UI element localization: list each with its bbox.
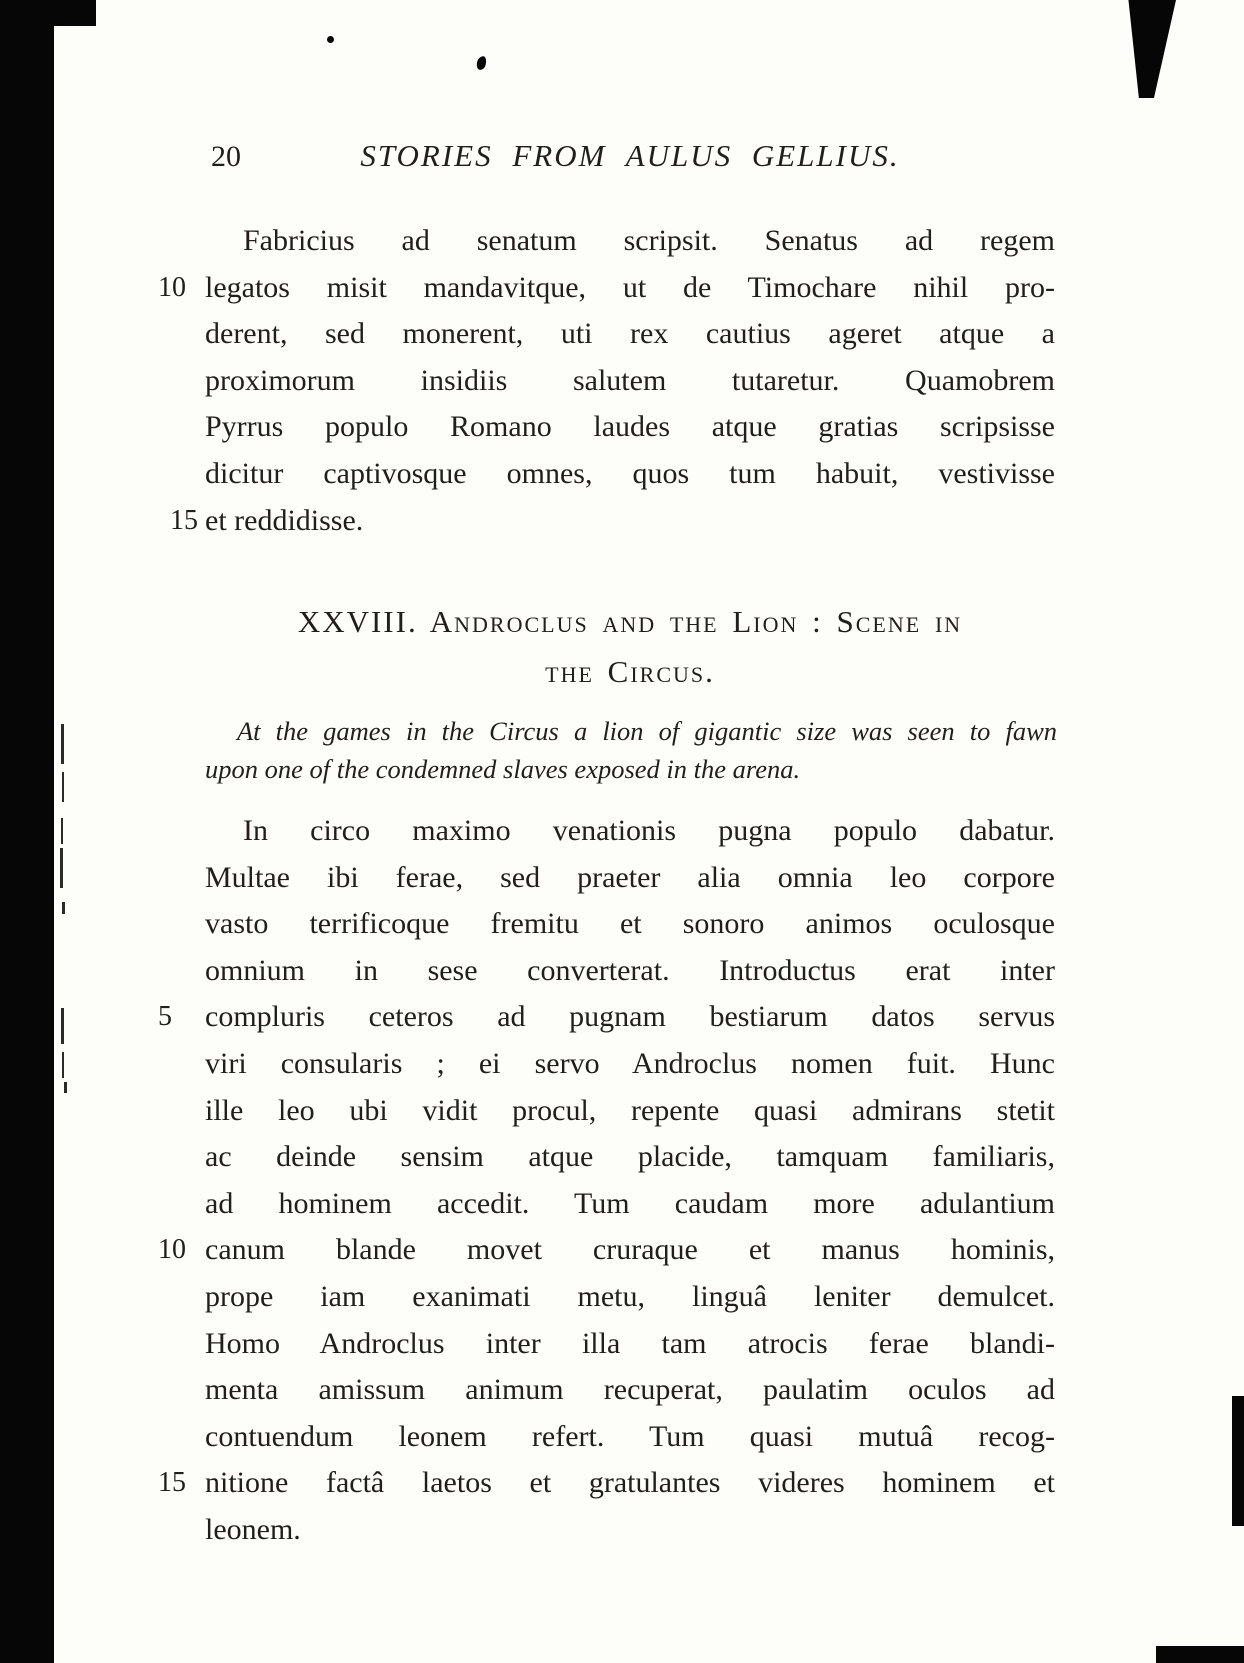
line-text: Pyrrus populo Romano laudes atque gratias scripsisse <box>205 410 1055 444</box>
scan-artifact-bottom-right <box>1156 1646 1244 1663</box>
text-line <box>205 1134 1055 1181</box>
page-header <box>205 138 1055 184</box>
chapter-summary-line1: At the games in the Circus a lion of gigantic size was seen to fawn <box>237 716 1057 746</box>
line-text: vasto terrificoque fremitu et sonoro animos oculosque <box>205 907 1055 941</box>
margin-mark <box>62 1052 64 1078</box>
line-text: prope iam exanimati metu, linguâ leniter demulcet. <box>205 1279 1055 1313</box>
margin-mark <box>61 1008 64 1044</box>
text-line <box>205 1041 1055 1088</box>
line-text: compluris ceteros ad pugnam bestiarum datos servus <box>205 1000 1055 1034</box>
chapter-heading-line2: the Circus. <box>545 654 715 689</box>
line-text: leonem. <box>205 1512 301 1546</box>
margin-mark <box>61 724 64 764</box>
margin-mark <box>62 902 65 914</box>
line-text: Multae ibi ferae, sed praeter alia omnia leo corpore <box>205 860 1055 894</box>
text-line <box>158 265 1055 312</box>
text-line <box>158 994 1055 1041</box>
line-text: Homo Androclus inter illa tam atrocis ferae blandi- <box>205 1326 1055 1360</box>
page-number: 20 <box>211 140 241 173</box>
margin-mark <box>62 772 64 802</box>
scan-artifact-left-edge <box>0 0 54 1663</box>
line-text: ad hominem accedit. Tum caudam more adulantium <box>205 1186 1055 1220</box>
margin-mark <box>60 848 63 888</box>
margin-line-number: 15 <box>170 504 198 536</box>
text-line <box>205 311 1055 358</box>
text-line <box>205 901 1055 948</box>
line-text: proximorum insidiis salutem tutaretur. Quamobrem <box>205 363 1055 397</box>
margin-line-number: 10 <box>158 1234 186 1266</box>
text-line <box>205 1181 1055 1228</box>
text-line <box>205 358 1055 405</box>
passage-fabricius <box>158 218 1055 544</box>
chapter-heading <box>205 597 1055 697</box>
text-line <box>205 1414 1055 1461</box>
scan-artifact-top-left <box>0 0 96 26</box>
margin-line-number: 5 <box>158 1001 172 1033</box>
text-line <box>205 218 1055 265</box>
line-text: omnium in sese converterat. Introductus erat inter <box>205 953 1055 987</box>
line-text: ille leo ubi vidit procul, repente quasi admirans stetit <box>205 1093 1055 1127</box>
text-line <box>205 855 1055 902</box>
line-text: canum blande movet cruraque et manus hominis, <box>205 1233 1055 1267</box>
text-line <box>205 808 1055 855</box>
text-line <box>158 1227 1055 1274</box>
chapter-summary-line2: upon one of the condemned slaves exposed in the arena. <box>205 754 801 784</box>
line-text: ac deinde sensim atque placide, tamquam familiaris, <box>205 1140 1055 1174</box>
text-line <box>205 451 1055 498</box>
line-text: et reddidisse. <box>205 503 364 537</box>
line-text: dicitur captivosque omnes, quos tum habuit, vestivisse <box>205 456 1055 490</box>
line-text: In circo maximo venationis pugna populo dabatur. <box>243 814 1055 847</box>
text-line <box>205 1274 1055 1321</box>
line-text: Fabricius ad senatum scripsit. Senatus ad regem <box>243 224 1055 257</box>
scan-artifact-top-right <box>1118 0 1176 98</box>
line-text: legatos misit mandavitque, ut de Timochare nihil pro- <box>205 270 1055 304</box>
margin-line-number: 15 <box>158 1467 186 1499</box>
running-title: STORIES FROM AULUS GELLIUS. <box>360 138 900 173</box>
text-line <box>170 498 1055 545</box>
text-line <box>205 1321 1055 1368</box>
scan-artifact-right-edge <box>1232 1396 1244 1526</box>
text-line <box>205 948 1055 995</box>
ink-speck <box>327 36 334 43</box>
line-text: nitione factâ laetos et gratulantes videres hominem et <box>205 1466 1055 1500</box>
margin-mark <box>61 818 63 844</box>
chapter-heading-line1: XXVIII. Androclus and the Lion : Scene in <box>297 604 963 639</box>
line-text: viri consularis ; ei servo Androclus nomen fuit. Hunc <box>205 1046 1055 1080</box>
chapter-summary <box>205 712 1057 788</box>
margin-line-number: 10 <box>158 271 186 303</box>
text-line <box>205 1507 1055 1554</box>
line-text: menta amissum animum recuperat, paulatim oculos ad <box>205 1373 1055 1407</box>
text-line <box>205 1367 1055 1414</box>
line-text: contuendum leonem refert. Tum quasi mutuâ recog- <box>205 1419 1055 1453</box>
margin-mark <box>64 1082 67 1093</box>
ink-speck <box>476 55 488 71</box>
line-text: derent, sed monerent, uti rex cautius ageret atque a <box>205 317 1055 351</box>
text-line <box>205 1088 1055 1135</box>
text-line <box>158 1460 1055 1507</box>
passage-androclus <box>158 808 1055 1554</box>
text-line <box>205 404 1055 451</box>
